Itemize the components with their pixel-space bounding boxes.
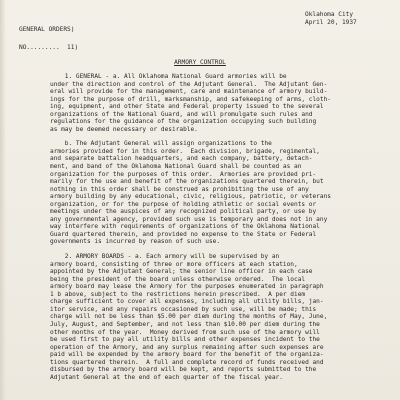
text-line: meetings under the auspices of any recognized political party, or use by [50,208,317,216]
text-line: any governmental agency, provided such use is temporary and does not in any [50,215,328,223]
text-line: armories provided for in this order. Each division, brigade, regimental, [50,147,320,155]
text-line: eral will provide for the management, care and maintenance of armory build- [50,88,328,96]
heading-text: ARMORY CONTROL [174,59,226,66]
paragraph [50,140,390,246]
text-line: nothing in this order shall be construed as prohibiting the use of any [50,185,309,193]
paragraph [50,73,390,133]
dateline-date: April 20, 1937 [305,18,357,26]
text-line: marily for the use and benefit of the organizations quartered therein, but [50,178,324,186]
document-body [50,73,390,388]
text-line: under the direction and control of the Adjutant General. The Adjutant Gen- [50,80,328,88]
text-line: armory building by any educational, civic, religious, patriotic, or veterans [50,193,331,201]
general-orders-label: GENERAL ORDERS) [19,26,75,33]
text-line: way interfere with requirements of organizations of the Oklahoma National [50,223,320,231]
text-line: armory board, consisting of three or more officers at each station, [50,260,298,268]
document-heading [0,59,400,67]
text-line: b. The Adjutant General will assign organizations to the [50,140,272,148]
text-line: charge will not be less than $5.00 per diem during the months of May, June, [50,313,328,321]
text-line: armory board may lease the Armory for the purposes enumerated in paragraph [50,283,324,291]
text-line: tions quartered therein. A full and complete record of funds received and [50,358,324,366]
text-line: ment, and band of the Oklahoma National Guard shall be counted as an [50,163,302,171]
text-line: organization, or for the purpose of holding athletic or social events or [50,200,317,208]
text-line: Adjutant General at the end of each quarter of the fiscal year. [50,373,283,381]
text-line: governments is incurred by reason of such use. [50,238,221,246]
text-line: being the president of the board unless otherwise ordered. The local [50,275,306,283]
text-line: and separate battalion headquarters, and each company, battery, detach- [50,155,313,163]
text-line: 1. GENERAL - a. All Oklahoma National Guard armories will be [50,73,287,80]
order-number-label: NO......... 11) [19,44,79,51]
text-line: paid will be expended by the armory board for the benefit of the organiza- [50,351,324,359]
text-line: as may be deemed necessary or desirable. [50,125,198,133]
text-line: itor service, and any repairs occasioned by such use, will be made; this [50,305,317,313]
text-line: regulations for the guidance of the organization occupying such building [50,118,317,126]
text-line: ings for the purpose of drill, marksmanship, and safekeeping of arms, cloth- [50,95,331,103]
text-line: organizations of the National Guard, and will promulgate such rules and [50,110,313,118]
dateline [305,11,395,26]
text-line: Guard quartered therein, and provided no expense to the State or Federal [50,230,317,238]
text-line: organization for the purposes of this order. Armories are provided pri- [50,170,317,178]
paragraph [50,253,390,381]
dateline-place: Oklahoma City [305,11,354,18]
text-line: ing, equipment, and other State and Federal property issued to the several [50,103,324,111]
text-line: other months of the year. Money derived from such use of the armory will [50,328,320,336]
text-line: charge sufficient to cover all expenses, including all utility bills, jan- [50,298,324,306]
text-line: 2. ARMORY BOARDS - a. Each armory will be supervised by an [50,253,280,261]
text-line: 1 b above, subject to the restrictions herein prescribed. A per diem [50,290,306,298]
text-line: be used first to pay all utility bills and other expenses incident to the [50,336,320,344]
text-line: July, August, and September, and not less than $10.00 per diem during the [50,320,320,328]
text-line: appointed by the Adjutant General; the senior line officer in each case [50,268,313,276]
text-line: operation of the Armory, and any surplus remaining after such expenses are [50,343,324,351]
text-line: disbursed by the armory board will be kept, and reports submitted to the [50,366,317,374]
